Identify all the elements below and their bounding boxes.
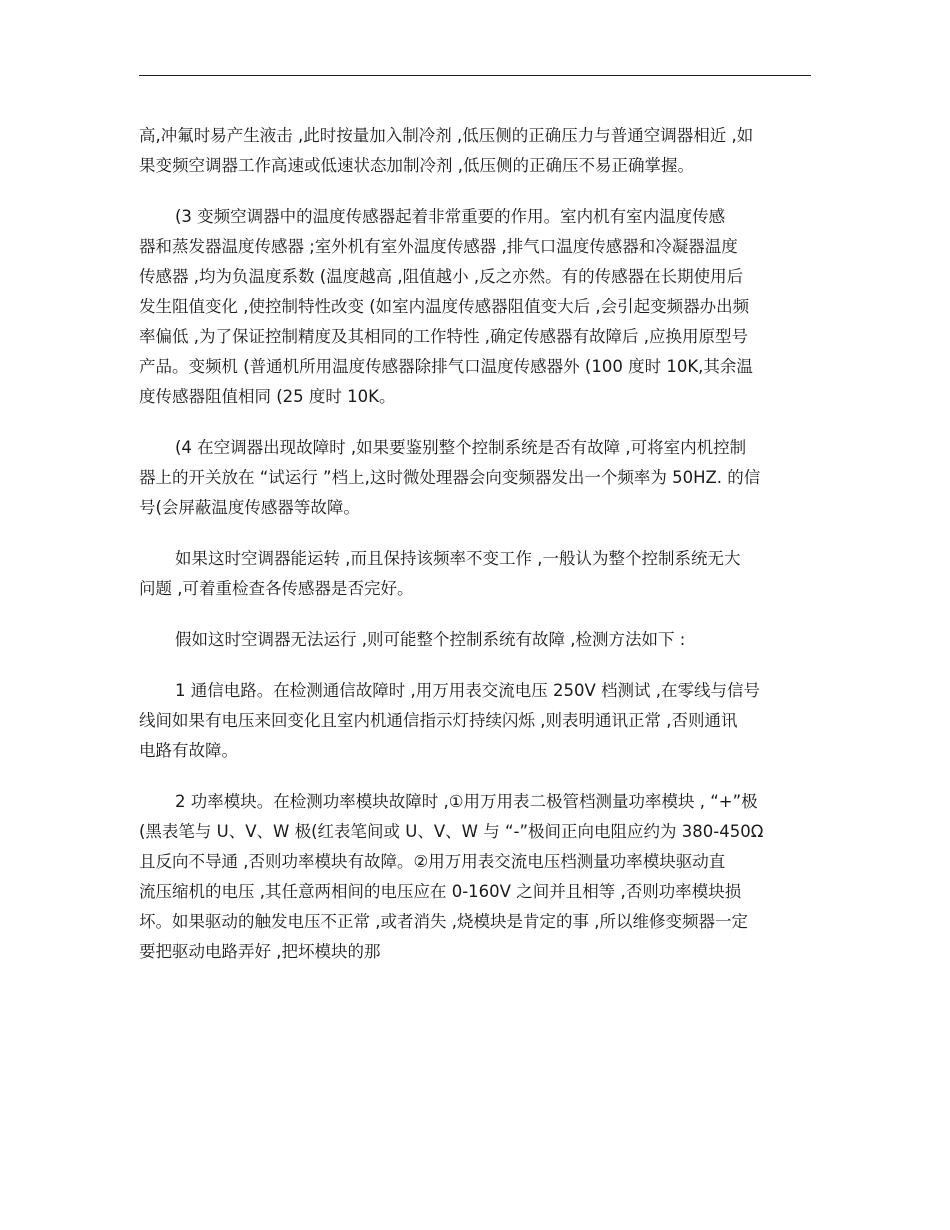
paragraph-4 [139, 544, 815, 604]
paragraph-5 [139, 625, 815, 655]
paragraph-line: 要把驱动电路弄好 ,把坏模块的那 [139, 942, 381, 961]
header-rule [139, 75, 811, 76]
paragraph-line: 器和蒸发器温度传感器 ;室外机有室外温度传感器 ,排气口温度传感器和冷凝器温度 [139, 237, 738, 256]
paragraph-line: 率偏低 ,为了保证控制精度及其相同的工作特性 ,确定传感器有故障后 ,应换用原型号 [139, 327, 748, 346]
paragraph-line: 电路有故障。 [139, 741, 238, 760]
paragraph-line: 如果这时空调器能运转 ,而且保持该频率不变工作 ,一般认为整个控制系统无大 [175, 549, 741, 568]
paragraph-line: 流压缩机的电压 ,其任意两相间的电压应在 0-160V 之间并且相等 ,否则功率模块损 [139, 882, 742, 901]
paragraph-line: 坏。如果驱动的触发电压不正常 ,或者消失 ,烧模块是肯定的事 ,所以维修变频器一定 [139, 912, 748, 931]
paragraph-line: (黑表笔与 U、V、W 极(红表笔间或 U、V、W 与 “-”极间正向电阻应约为 380-450Ω [139, 822, 764, 841]
paragraph-line: 1 通信电路。在检测通信故障时 ,用万用表交流电压 250V 档测试 ,在零线与信号 [175, 681, 760, 700]
document-body [139, 121, 815, 988]
paragraph-line: 器上的开关放在 “试运行 ”档上,这时微处理器会向变频器发出一个频率为 50HZ. 的信 [139, 468, 761, 487]
paragraph-line: (4 在空调器出现故障时 ,如果要鉴别整个控制系统是否有故障 ,可将室内机控制 [175, 438, 747, 457]
paragraph-2 [139, 202, 815, 412]
paragraph-line: 传感器 ,均为负温度系数 (温度越高 ,阻值越小 ,反之亦然。有的传感器在长期使用后 [139, 267, 744, 286]
paragraph-line: 度传感器阻值相同 (25 度时 10K。 [139, 387, 396, 406]
paragraph-line: 假如这时空调器无法运行 ,则可能整个控制系统有故障 ,检测方法如下 : [175, 630, 686, 649]
paragraph-line: 号(会屏蔽温度传感器等故障。 [139, 498, 360, 517]
paragraph-6 [139, 676, 815, 766]
paragraph-line: 且反向不导通 ,否则功率模块有故障。②用万用表交流电压档测量功率模块驱动直 [139, 852, 726, 871]
paragraph-3 [139, 433, 815, 523]
paragraph-line: 果变频空调器工作高速或低速状态加制冷剂 ,低压侧的正确压不易正确掌握。 [139, 156, 694, 175]
paragraph-line: 发生阻值变化 ,使控制特性改变 (如室内温度传感器阻值变大后 ,会引起变频器办出频 [139, 297, 750, 316]
paragraph-line: (3 变频空调器中的温度传感器起着非常重要的作用。室内机有室内温度传感 [175, 207, 726, 226]
paragraph-line: 高,冲氟时易产生液击 ,此时按量加入制冷剂 ,低压侧的正确压力与普通空调器相近 ,如 [139, 126, 754, 145]
paragraph-line: 产品。变频机 (普通机所用温度传感器除排气口温度传感器外 (100 度时 10K,其余温 [139, 357, 753, 376]
paragraph-line: 线间如果有电压来回变化且室内机通信指示灯持续闪烁 ,则表明通讯正常 ,否则通讯 [139, 711, 738, 730]
paragraph-1 [139, 121, 815, 181]
paragraph-line: 2 功率模块。在检测功率模块故障时 ,①用万用表二极管档测量功率模块 , “+”极 [175, 792, 758, 811]
paragraph-7 [139, 787, 815, 967]
paragraph-line: 问题 ,可着重检查各传感器是否完好。 [139, 579, 414, 598]
